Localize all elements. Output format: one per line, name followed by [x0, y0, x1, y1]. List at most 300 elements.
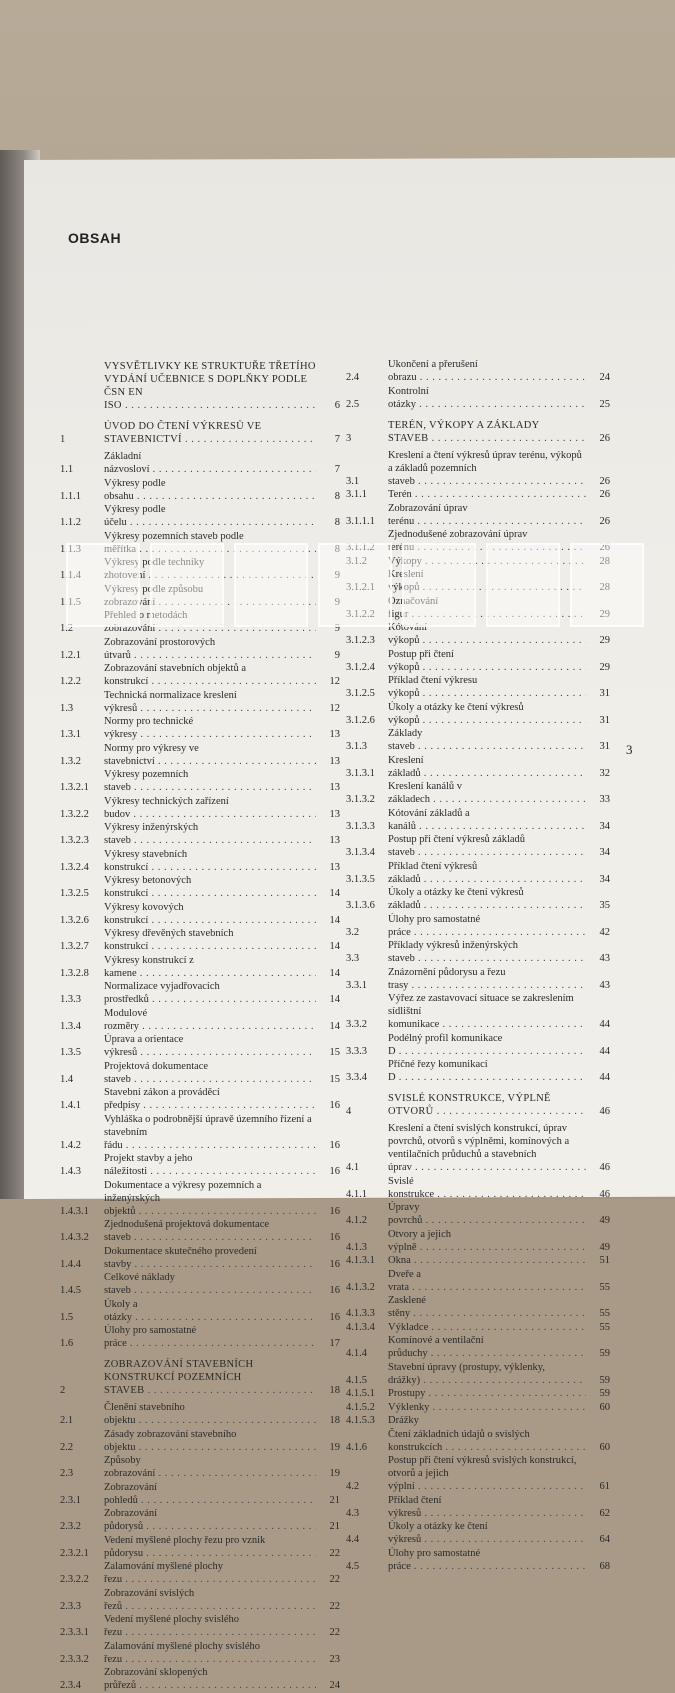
- toc-entry: [60, 530, 340, 556]
- toc-entry-page: 55: [599, 1308, 610, 1319]
- toc-entry: [60, 1587, 340, 1613]
- toc-entry-title: [104, 927, 316, 953]
- toc-entry-title-text: Výkresy betonových konstrukcí . . .: [104, 875, 316, 899]
- toc-entry-title-text: Zobrazování sklopených průřezů . . .: [104, 1667, 316, 1691]
- toc-entry: [346, 528, 610, 554]
- toc-entry-number: 3.1.2.6: [346, 714, 375, 726]
- toc-entry-title: [104, 556, 316, 582]
- toc-entry-page: 44: [599, 1045, 610, 1057]
- toc-entry: [60, 1428, 340, 1454]
- toc-entry-title-text: Zjednodušené zobrazování úprav terénu . . .: [388, 529, 586, 553]
- toc-entry: [346, 449, 610, 488]
- toc-entry: [346, 727, 610, 753]
- toc-entry-title-text: Normy pro výkresy ve stavebnictví . . .: [104, 743, 316, 767]
- toc-entry-number: 2.3.3.2: [60, 1653, 89, 1665]
- toc-entry-title: [388, 939, 586, 965]
- toc-entry-page: 16: [329, 1166, 340, 1177]
- toc-entry-title: [388, 1414, 586, 1427]
- toc-entry: [60, 927, 340, 953]
- toc-entry-title-text: Kótování základů a kanálů . . .: [388, 808, 586, 832]
- toc-entry-title: [104, 768, 316, 794]
- toc-entry-title: [388, 488, 586, 501]
- toc-entry-title: [104, 874, 316, 900]
- toc-entry-page: 42: [599, 926, 610, 938]
- toc-entry-number: 3.2: [346, 926, 360, 938]
- toc-entry-number: 3.1.2.2: [346, 608, 375, 620]
- toc-entry-title-text: Výkresy stavebních konstrukcí . . .: [104, 849, 316, 873]
- toc-entry-page: 13: [329, 729, 340, 740]
- toc-entry-page: 17: [329, 1338, 340, 1349]
- toc-entry-number: 1.4.3: [60, 1166, 81, 1177]
- toc-entry-number: 3.1.2: [346, 555, 367, 567]
- toc-entry-number: 1.1.1: [60, 490, 81, 502]
- toc-entry-page: 55: [599, 1281, 610, 1293]
- toc-entry-page: 33: [599, 794, 610, 805]
- toc-entry-title-text: Členění stavebního objektu . . .: [104, 1402, 316, 1426]
- toc-entry-page: 14: [329, 888, 340, 899]
- toc-entry-title-text: Výklenky . . .: [388, 1402, 586, 1413]
- toc-entry: [60, 768, 340, 794]
- toc-entry: [346, 1268, 610, 1294]
- toc-entry-number: 1.2.2: [60, 676, 81, 687]
- toc-entry-page: 26: [599, 542, 610, 553]
- toc-entry-page: 18: [329, 1385, 340, 1396]
- toc-entry-number: 4.1.5.3: [346, 1415, 375, 1426]
- toc-entry-number: 1.3.2.3: [60, 835, 89, 846]
- toc-entry: [60, 1298, 340, 1324]
- toc-entry-page: 7: [334, 464, 340, 475]
- toc-entry-title-text: Podélný profil komunikace D . . .: [388, 1033, 586, 1057]
- toc-entry-title-text: Výkresy podle techniky zhotovení . . .: [104, 557, 316, 581]
- toc-entry-title-text: Příklady výkresů inženýrských staveb . . .: [388, 940, 586, 964]
- toc-entry-title-text: Příčné řezy komunikací D . . .: [388, 1059, 586, 1083]
- toc-entry-title: [104, 1534, 316, 1560]
- toc-entry: [346, 674, 610, 700]
- toc-entry: [60, 1560, 340, 1586]
- toc-chapter-entry: [60, 420, 340, 446]
- toc-entry-title-text: Kreslení výkopů . . .: [388, 569, 586, 593]
- toc-entry-title: [388, 807, 586, 833]
- toc-entry-title-text: SVISLÉ KONSTRUKCE, VÝPLNĚ OTVORŮ . . .: [388, 1093, 586, 1117]
- toc-entry-title: [388, 419, 586, 445]
- toc-entry-number: 4.1.2: [346, 1215, 367, 1226]
- toc-entry-title-text: Výkopy . . .: [388, 556, 586, 567]
- toc-entry-number: 1: [60, 434, 66, 445]
- toc-entry: [346, 754, 610, 780]
- toc-entry-page: 13: [329, 755, 340, 767]
- toc-entry-number: 1.3.2.2: [60, 808, 89, 820]
- toc-entry-page: 23: [329, 1653, 340, 1665]
- toc-entry-title: [388, 648, 586, 674]
- toc-entry-title-text: Projekt stavby a jeho náležitosti . . .: [104, 1153, 316, 1177]
- toc-entry: [346, 1401, 610, 1414]
- toc-entry-title: [104, 1179, 316, 1218]
- toc-entry: [60, 1481, 340, 1507]
- toc-entry-title: [104, 1640, 316, 1666]
- toc-entry-title: [104, 420, 316, 446]
- toc-entry-title: [104, 1152, 316, 1178]
- toc-entry-title-text: Příklad čtení výkresu výkopů . . .: [388, 675, 586, 699]
- toc-entry-title-text: Kótování výkopů . . .: [388, 622, 586, 646]
- toc-entry: [60, 1152, 340, 1178]
- toc-entry-number: 3.3.2: [346, 1019, 367, 1030]
- toc-entry-number: 1.4.4: [60, 1258, 81, 1270]
- toc-entry: [346, 1387, 610, 1400]
- toc-entry-page: 21: [329, 1521, 340, 1532]
- toc-entry-title-text: Výkresy technických zařízení budov . . .: [104, 796, 316, 820]
- toc-entry-title-text: Základy staveb . . .: [388, 728, 586, 752]
- toc-entry: [346, 488, 610, 501]
- toc-entry: [60, 1613, 340, 1639]
- toc-entry-title: [104, 901, 316, 927]
- toc-entry: [346, 1175, 610, 1201]
- toc-entry-title-text: Způsoby zobrazování . . .: [104, 1455, 316, 1479]
- toc-entry-title: [104, 821, 316, 847]
- toc-entry-title-text: Technická normalizace kreslení výkresů . . .: [104, 690, 316, 714]
- toc-entry-title: [388, 727, 586, 753]
- toc-entry-page: 9: [334, 596, 340, 608]
- toc-entry-title: [388, 358, 586, 384]
- toc-entry-title: [388, 754, 586, 780]
- toc-entry-page: 68: [599, 1560, 610, 1572]
- toc-entry: [346, 1032, 610, 1058]
- toc-entry-title: [388, 913, 586, 939]
- toc-entry-title-text: Příklad čtení výkresů . . .: [388, 1495, 586, 1519]
- toc-entry: [60, 1007, 340, 1033]
- toc-entry-title-text: Vedení myšlené plochy svislého řezu . . .: [104, 1614, 316, 1638]
- toc-entry-title-text: Zobrazování půdorysů . . .: [104, 1508, 316, 1532]
- toc-entry-title: [104, 1666, 316, 1692]
- toc-entry-title-text: Celkové náklady staveb . . .: [104, 1272, 316, 1296]
- toc-entry-title-text: Úprava a orientace výkresů . . .: [104, 1034, 316, 1058]
- toc-entry-title-text: Výkresy inženýrských staveb . . .: [104, 822, 316, 846]
- toc-entry-title-text: Výkresy kovových konstrukcí . . .: [104, 902, 316, 926]
- toc-entry-title: [104, 662, 316, 688]
- toc-entry-title-text: Postup při čtení výkresů základů staveb . . .: [388, 834, 586, 858]
- toc-entry-number: 3.1.3.3: [346, 820, 375, 832]
- toc-entry: [60, 954, 340, 980]
- toc-entry: [346, 1428, 610, 1454]
- toc-entry-title-text: Dokumentace skutečného provedení stavby . . .: [104, 1246, 316, 1270]
- toc-entry-title-text: Úpravy povrchů . . .: [388, 1202, 586, 1226]
- toc-entry-number: 2.2: [60, 1441, 74, 1453]
- toc-entry-page: 26: [599, 432, 610, 444]
- toc-entry-title-text: Zobrazování pohledů . . .: [104, 1482, 316, 1506]
- toc-entry: [346, 1254, 610, 1267]
- toc-entry-page: 13: [329, 808, 340, 820]
- toc-entry-title-text: Zobrazování prostorových útvarů . . .: [104, 637, 316, 661]
- toc-entry-title-text: Stavební zákon a prováděcí předpisy . . .: [104, 1087, 316, 1111]
- toc-entry-number: 3.3.3: [346, 1045, 367, 1057]
- toc-entry: [346, 1520, 610, 1546]
- toc-entry-title-text: TERÉN, VÝKOPY A ZÁKLADY STAVEB . . .: [388, 420, 586, 444]
- toc-entry-page: 14: [329, 1020, 340, 1032]
- toc-entry-title-text: Označování figur . . .: [388, 596, 586, 620]
- toc-entry-number: 2.3.3.1: [60, 1627, 89, 1638]
- toc-entry-number: 1.2.1: [60, 649, 81, 661]
- toc-entry-title-text: Postup při čtení výkresů svislých konstrukcí, otvorů a jejich výplní . . .: [388, 1455, 586, 1492]
- toc-entry-title: [388, 1175, 586, 1201]
- toc-entry: [346, 1058, 610, 1084]
- toc-entry-number: 4.1.4: [346, 1348, 367, 1359]
- toc-entry-title-text: Příklad čtení výkresů základů . . .: [388, 861, 586, 885]
- toc-entry-number: 3.1.2.4: [346, 661, 375, 673]
- toc-entry-number: 1.1.5: [60, 596, 81, 608]
- toc-entry-number: 3.1.3.1: [346, 767, 375, 779]
- toc-entry-page: 60: [599, 1401, 610, 1413]
- toc-entry-title-text: Terén . . .: [388, 489, 586, 500]
- toc-entry-title-text: Výřez ze zastavovací situace se zakreslením sídlištní komunikace . . .: [388, 993, 586, 1030]
- toc-entry-number: 2.3.1: [60, 1494, 81, 1506]
- toc-entry-page: 26: [599, 489, 610, 500]
- toc-entry-page: 44: [599, 1072, 610, 1083]
- toc-entry-page: 44: [599, 1019, 610, 1030]
- toc-entry-page: 6: [334, 400, 340, 411]
- toc-entry: [60, 1218, 340, 1244]
- toc-entry-number: 2.4: [346, 372, 360, 383]
- toc-entry-number: 2.1: [60, 1415, 74, 1426]
- toc-entry-page: 21: [329, 1494, 340, 1506]
- toc-entry-page: 8: [334, 490, 340, 502]
- toc-entry: [60, 1086, 340, 1112]
- toc-entry-page: 61: [599, 1481, 610, 1492]
- toc-entry-title-text: Znázornění půdorysu a řezu trasy . . .: [388, 967, 586, 991]
- toc-entry-title: [104, 1060, 316, 1086]
- toc-entry-page: 15: [329, 1073, 340, 1085]
- toc-entry-title: [388, 1387, 586, 1400]
- toc-entry-number: 4.1.5.2: [346, 1401, 375, 1413]
- toc-entry-title-text: Zásady zobrazování stavebního objektu . . .: [104, 1429, 316, 1453]
- toc-entry-title-text: Normy pro technické výkresy . . .: [104, 716, 316, 740]
- toc-entry-title: [104, 583, 316, 609]
- toc-entry: [60, 980, 340, 1006]
- toc-entry-title: [388, 860, 586, 886]
- toc-entry: [60, 1271, 340, 1297]
- toc-entry-number: 4.1.3.1: [346, 1255, 375, 1266]
- toc-entry-title: [104, 1218, 316, 1244]
- toc-entry-number: 4.1.3.4: [346, 1321, 375, 1333]
- toc-entry-page: 26: [599, 475, 610, 487]
- toc-entry-number: 4.3: [346, 1507, 360, 1519]
- toc-entry-title-text: Dveře a vrata . . .: [388, 1269, 586, 1293]
- toc-entry-title: [388, 1122, 586, 1174]
- toc-entry-number: 1.3.2: [60, 755, 81, 767]
- toc-entry-title: [388, 528, 586, 554]
- toc-entry: [60, 636, 340, 662]
- toc-entry-number: 1.3.5: [60, 1047, 81, 1058]
- toc-chapter-entry: [346, 1092, 610, 1118]
- toc-entry-page: 22: [329, 1627, 340, 1638]
- toc-entry-title-text: Zalamování myšlené plochy svislého řezu . . .: [104, 1641, 316, 1665]
- toc-entry-number: 1.3.2.1: [60, 782, 89, 793]
- toc-entry-number: 3: [346, 432, 352, 444]
- toc-entry-title: [104, 1245, 316, 1271]
- toc-entry: [346, 648, 610, 674]
- toc-entry-title: [104, 1507, 316, 1533]
- toc-entry-page: 24: [599, 372, 610, 383]
- toc-entry-title: [104, 450, 316, 476]
- toc-entry: [60, 848, 340, 874]
- toc-entry-number: 3.1: [346, 475, 360, 487]
- toc-entry-number: 3.1.3.5: [346, 873, 375, 885]
- toc-entry-page: 55: [599, 1321, 610, 1333]
- toc-entry-page: 43: [599, 979, 610, 991]
- toc-entry: [346, 833, 610, 859]
- toc-entry: [346, 939, 610, 965]
- toc-entry-title: [388, 701, 586, 727]
- toc-entry: [346, 807, 610, 833]
- toc-entry-title: [104, 503, 316, 529]
- toc-entry-title: [104, 1428, 316, 1454]
- toc-entry-title-text: Projektová dokumentace staveb . . .: [104, 1061, 316, 1085]
- toc-entry-title: [388, 595, 586, 621]
- toc-entry-title: [388, 886, 586, 912]
- toc-entry-page: 29: [599, 661, 610, 673]
- toc-entry-number: 3.1.1.2: [346, 542, 375, 553]
- toc-entry-title: [388, 1494, 586, 1520]
- toc-entry: [60, 1666, 340, 1692]
- toc-entry-page: 16: [329, 1285, 340, 1296]
- toc-entry: [60, 1060, 340, 1086]
- toc-entry-title: [388, 1201, 586, 1227]
- toc-entry-title: [104, 848, 316, 874]
- toc-entry-number: 1.4.3.1: [60, 1205, 89, 1217]
- toc-entry-page: 13: [329, 861, 340, 873]
- toc-entry-number: 1.4.2: [60, 1139, 81, 1151]
- toc-entry-page: 22: [329, 1574, 340, 1585]
- toc-entry-title-text: Úkoly a otázky ke čtení výkresů základů . . .: [388, 887, 586, 911]
- toc-entry-number: 3.1.2.1: [346, 582, 375, 593]
- toc-entry-number: 4.5: [346, 1560, 360, 1572]
- toc-entry-page: 9: [334, 623, 340, 634]
- toc-entry-page: 16: [329, 1100, 340, 1111]
- toc-entry-number: 3.3.1: [346, 979, 367, 991]
- toc-entry-number: 1.4.5: [60, 1285, 81, 1296]
- toc-entry: [60, 874, 340, 900]
- toc-entry-title-text: Úkoly a otázky ke čtení výkresů výkopů . . .: [388, 702, 586, 726]
- toc-entry-title: [104, 1481, 316, 1507]
- toc-entry-title: [388, 1334, 586, 1360]
- toc-entry-title: [388, 1520, 586, 1546]
- toc-entry-number: 4.1.6: [346, 1441, 367, 1453]
- toc-entry: [346, 780, 610, 806]
- toc-entry-number: 3.1.3.4: [346, 847, 375, 858]
- toc-entry-title: [388, 1454, 586, 1493]
- toc-entry-title: [388, 502, 586, 528]
- toc-entry-number: 1.3.3: [60, 994, 81, 1005]
- toc-entry: [346, 913, 610, 939]
- toc-entry-page: 49: [599, 1215, 610, 1226]
- toc-entry-page: 16: [329, 1232, 340, 1243]
- toc-entry-title-text: Modulové rozměry . . .: [104, 1008, 316, 1032]
- toc-chapter-entry: [346, 419, 610, 445]
- toc-entry-page: 14: [329, 941, 340, 952]
- toc-entry-page: 9: [334, 649, 340, 661]
- toc-entry: [346, 568, 610, 594]
- toc-entry-number: 1.4.1: [60, 1100, 81, 1111]
- toc-entry: [346, 860, 610, 886]
- toc-entry-title-text: Výkresy konstrukcí z kamene . . .: [104, 955, 316, 979]
- toc-entry: [60, 901, 340, 927]
- toc-entry-number: 4.1: [346, 1162, 360, 1173]
- toc-entry: [60, 1179, 340, 1218]
- toc-entry-number: 3.1.2.5: [346, 688, 375, 699]
- toc-entry: [60, 715, 340, 741]
- toc-entry-title-text: Výkresy pozemních staveb . . .: [104, 769, 316, 793]
- toc-entry-number: 1.5: [60, 1311, 74, 1323]
- toc-entry-page: 46: [599, 1106, 610, 1117]
- toc-entry-number: 2.3.2.2: [60, 1574, 89, 1585]
- toc-entry-number: 1.6: [60, 1338, 74, 1349]
- toc-entry-number: 3.3: [346, 953, 360, 964]
- toc-entry-title: [104, 1401, 316, 1427]
- toc-entry: [60, 503, 340, 529]
- toc-entry-page: 29: [599, 608, 610, 620]
- toc-entry-title-text: Zobrazování svislých řezů . . .: [104, 1588, 316, 1612]
- toc-entry-title: [104, 1613, 316, 1639]
- toc-entry-number: 3.1.1.1: [346, 515, 375, 527]
- toc-entry-title: [388, 1032, 586, 1058]
- toc-entry-title: [104, 609, 316, 635]
- toc-entry: [346, 992, 610, 1031]
- toc-entry-title-text: Okna . . .: [388, 1255, 586, 1266]
- toc-entry-title: [388, 568, 586, 594]
- toc-entry-title-text: ÚVOD DO ČTENÍ VÝKRESŮ VE STAVEBNICTVÍ . . .: [104, 421, 316, 445]
- page-heading: OBSAH: [68, 230, 122, 246]
- toc-entry-page: 60: [599, 1441, 610, 1453]
- toc-entry-title: [388, 621, 586, 647]
- toc-entry-title-text: Zasklené stěny . . .: [388, 1295, 586, 1319]
- toc-entry-page: 16: [329, 1258, 340, 1270]
- toc-entry: [346, 1294, 610, 1320]
- toc-entry: [346, 701, 610, 727]
- toc-entry-title-text: Zobrazování stavebních objektů a konstrukcí . . .: [104, 663, 316, 687]
- toc-entry-number: 1.3.2.4: [60, 861, 89, 873]
- toc-entry-title-text: Dokumentace a výkresy pozemních a inženýrských objektů . . .: [104, 1180, 316, 1217]
- toc-entry-number: 1.3.1: [60, 729, 81, 740]
- toc-entry-title-text: Výkresy podle obsahu . . .: [104, 478, 316, 502]
- toc-entry-page: 16: [329, 1311, 340, 1323]
- toc-entry: [346, 1201, 610, 1227]
- toc-entry-number: 1.3.2.6: [60, 914, 89, 926]
- toc-entry-title-text: Prostupy . . .: [388, 1388, 586, 1399]
- toc-entry-number: 4.1.3.2: [346, 1281, 375, 1293]
- toc-entry-page: 29: [599, 635, 610, 646]
- toc-entry: [60, 477, 340, 503]
- toc-entry-title: [388, 555, 586, 568]
- toc-entry-number: 1.3.2.8: [60, 967, 89, 979]
- toc-entry-title-text: ZOBRAZOVÁNÍ STAVEBNÍCH KONSTRUKCÍ POZEMNÍCH STAVEB . . .: [104, 1359, 316, 1396]
- toc-entry-page: 35: [599, 900, 610, 911]
- toc-entry-title-text: Čtení základních údajů o svislých konstrukcích . . .: [388, 1429, 586, 1453]
- toc-entry-title-text: Postup při čtení výkopů . . .: [388, 649, 586, 673]
- toc-entry-title: [388, 1401, 586, 1414]
- toc-entry-number: 1.3: [60, 702, 74, 714]
- toc-entry-page: 14: [329, 914, 340, 926]
- toc-entry-page: 22: [329, 1547, 340, 1559]
- toc-entry-title-text: Zobrazování úprav terénu . . .: [388, 503, 586, 527]
- toc-entry: [60, 1113, 340, 1152]
- toc-entry-title-text: Kreslení základů . . .: [388, 755, 586, 779]
- toc-entry-page: 31: [599, 688, 610, 699]
- toc-entry-title-text: Kreslení a čtení svislých konstrukcí, úprav povrchů, otvorů s výplněmi, komínových a ventilačních průduchů a stavebních úprav . . .: [388, 1123, 586, 1173]
- toc-entry-title: [388, 966, 586, 992]
- toc-entry-title-text: Normalizace vyjadřovacích prostředků . . .: [104, 981, 316, 1005]
- toc-entry-title: [388, 1361, 586, 1387]
- toc-entry-title-text: Drážky: [388, 1415, 419, 1426]
- toc-entry-number: 4: [346, 1106, 352, 1117]
- toc-entry-title: [104, 715, 316, 741]
